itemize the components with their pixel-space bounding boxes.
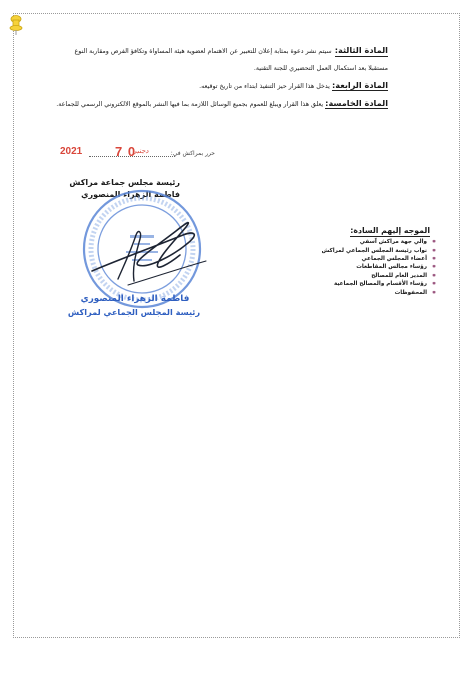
list-item: ⌗ رؤساء مجالس المقاطعات xyxy=(356,264,436,271)
article-4-line-1: يدخل هذا القرار حيز التنفيذ ابتداء من تاريخ توقيعه. xyxy=(199,83,330,90)
article-4-label: المادة الرابعة: xyxy=(331,80,388,90)
article-3-line-1: سيتم نشر دعوة بمثابة إعلان للتعبير عن الاهتمام لعضوية هيئة المساواة وتكافؤ الفرص ومقاربة النوع xyxy=(74,48,332,55)
date-prefix: حرر بمراكش في: xyxy=(170,150,215,157)
handwritten-signature xyxy=(88,205,208,295)
date-month: دجنبر xyxy=(133,147,149,155)
article-3 xyxy=(28,45,388,57)
signatory-title: رئيسة مجلس جماعة مراكش xyxy=(69,178,180,187)
signatory-name: فاطمة الزهراء المنصوري xyxy=(81,190,180,199)
article-5-line-1: يعلق هذا القرار ويبلغ للعموم بجميع الوسائل اللازمة بما فيها النشر بالموقع الالكتروني الرسمي للجماعة. xyxy=(56,101,324,108)
distribution-title-text: الموجه إليهم السادة: xyxy=(350,226,430,235)
signatory-blue-title: رئيسة المجلس الجماعي لمراكش xyxy=(67,307,201,317)
bullet-icon: ⌗ xyxy=(432,264,436,271)
article-5-label: المادة الخامسة: xyxy=(325,98,388,108)
bullet-icon: ⌗ xyxy=(432,281,436,288)
article-5 xyxy=(56,98,388,110)
article-3-continuation xyxy=(254,63,388,74)
list-item: ⌗ والي جهة مراكش آسفي xyxy=(359,239,436,246)
list-item: ⌗ المدير العام للمصالح xyxy=(371,272,436,279)
list-item: ⌗ المحفوظات xyxy=(394,289,436,296)
distribution-title xyxy=(290,226,430,235)
distribution-list xyxy=(250,238,437,297)
article-4 xyxy=(199,80,388,92)
bullet-icon: ⌗ xyxy=(432,247,436,254)
date-day: 0 7 xyxy=(115,144,137,159)
pushpin-icon xyxy=(8,14,24,36)
bullet-icon: ⌗ xyxy=(432,272,436,279)
article-3-label: المادة الثالثة: xyxy=(334,45,388,55)
list-item: ⌗ رؤساء الأقسام والمصالح الجماعية xyxy=(333,281,436,288)
issue-date xyxy=(45,143,215,163)
date-year: 2021 xyxy=(60,146,83,157)
bullet-icon: ⌗ xyxy=(432,239,436,246)
bullet-icon: ⌗ xyxy=(432,289,436,296)
article-3-line-2: مستقبلا بعد استكمال العمل التحضيري للجنة التقنية. xyxy=(253,65,388,72)
list-item: ⌗ نواب رئيسة المجلس الجماعي لمراكش xyxy=(321,247,436,254)
bullet-icon: ⌗ xyxy=(432,255,436,262)
list-item: ⌗ أعضاء المجلس الجماعي xyxy=(361,255,436,262)
signatory-blue-name: فاطمة الزهراء المنصوري xyxy=(80,294,190,304)
